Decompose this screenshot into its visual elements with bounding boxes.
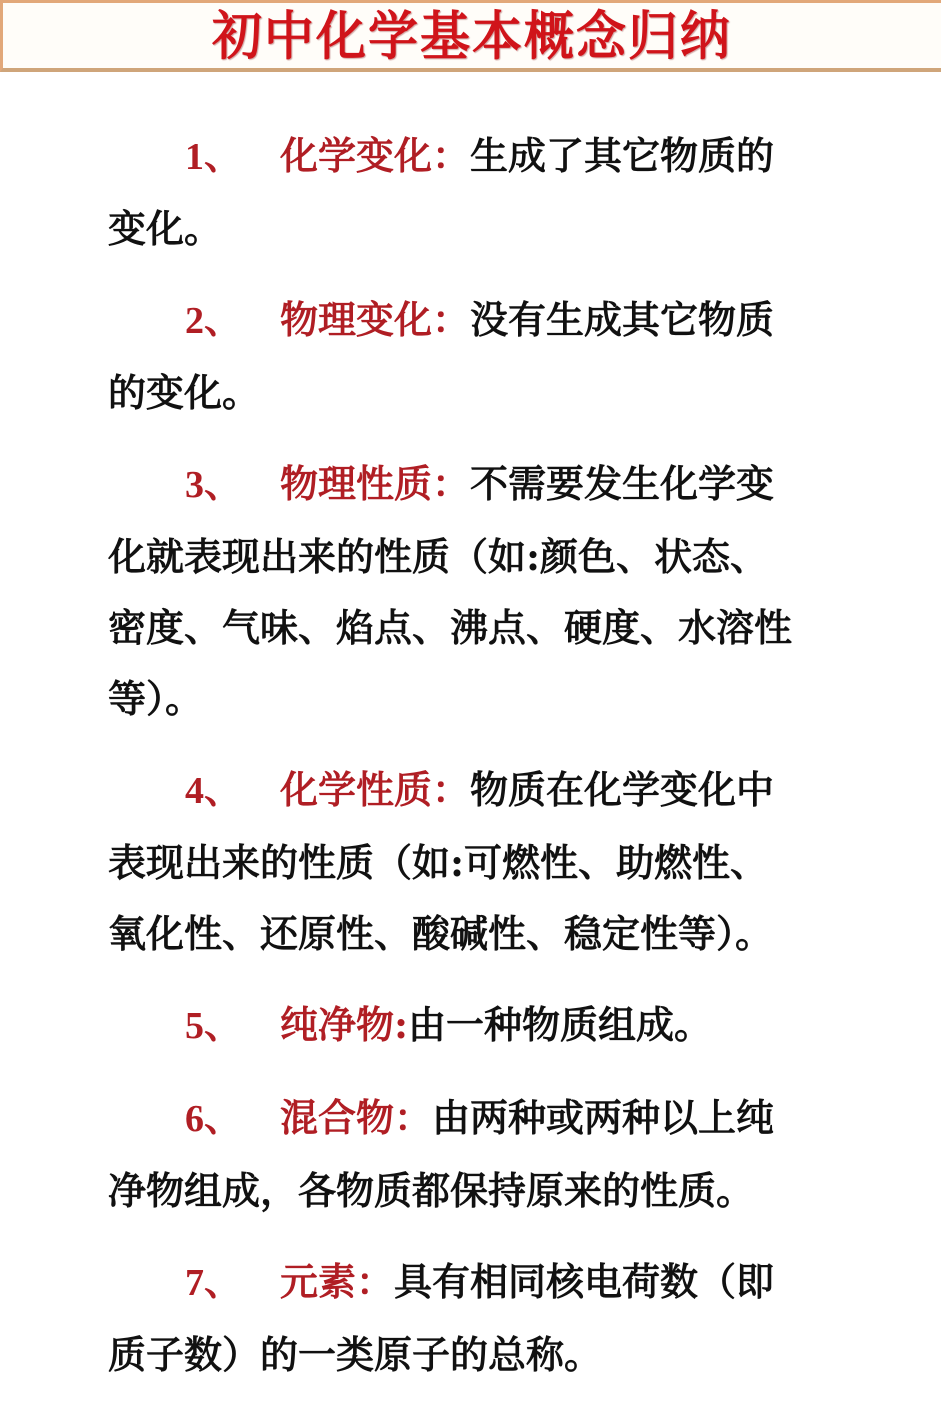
item-description: 由两种或两种以上纯净物组成，各物质都保持原来的性质。 [108,1095,775,1213]
item-number: 7、 [185,1262,243,1304]
page-title: 初中化学基本概念归纳 [212,5,732,66]
item-term: 化学性质： [280,767,471,812]
item-number: 1、 [185,136,243,178]
concept-item-pure-substance [108,989,798,1062]
concept-item-mixture [108,1082,798,1226]
concept-item-physical-change [108,284,798,428]
concept-item-element [108,1246,798,1390]
item-term: 物理性质： [280,461,471,506]
item-number: 4、 [185,770,243,812]
item-number: 6、 [185,1098,243,1140]
item-term: 物理变化： [280,297,471,342]
item-description: 生成了其它物质的变化。 [108,133,775,251]
item-term: 纯净物: [280,1002,409,1047]
concept-list [108,120,798,1410]
item-term: 混合物： [280,1095,433,1140]
item-description: 由一种物质组成。 [408,1002,713,1047]
item-term: 元素： [280,1259,395,1304]
item-term: 化学变化： [280,133,471,178]
concept-item-physical-property [108,448,798,734]
item-description: 不需要发生化学变化就表现出来的性质（如:颜色、状态、密度、气味、焰点、沸点、硬度、水溶性等）。 [108,461,793,721]
item-number: 5、 [185,1005,243,1047]
title-banner [0,0,941,72]
concept-item-chemical-property [108,754,798,969]
item-description: 没有生成其它物质的变化。 [108,297,775,415]
item-description: 物质在化学变化中表现出来的性质（如:可燃性、助燃性、氧化性、还原性、酸碱性、稳定性等）。 [108,767,775,956]
concept-item-chemical-change [108,120,798,264]
item-number: 3、 [185,464,243,506]
item-description: 具有相同核电荷数（即质子数）的一类原子的总称。 [108,1259,775,1377]
item-number: 2、 [185,300,243,342]
